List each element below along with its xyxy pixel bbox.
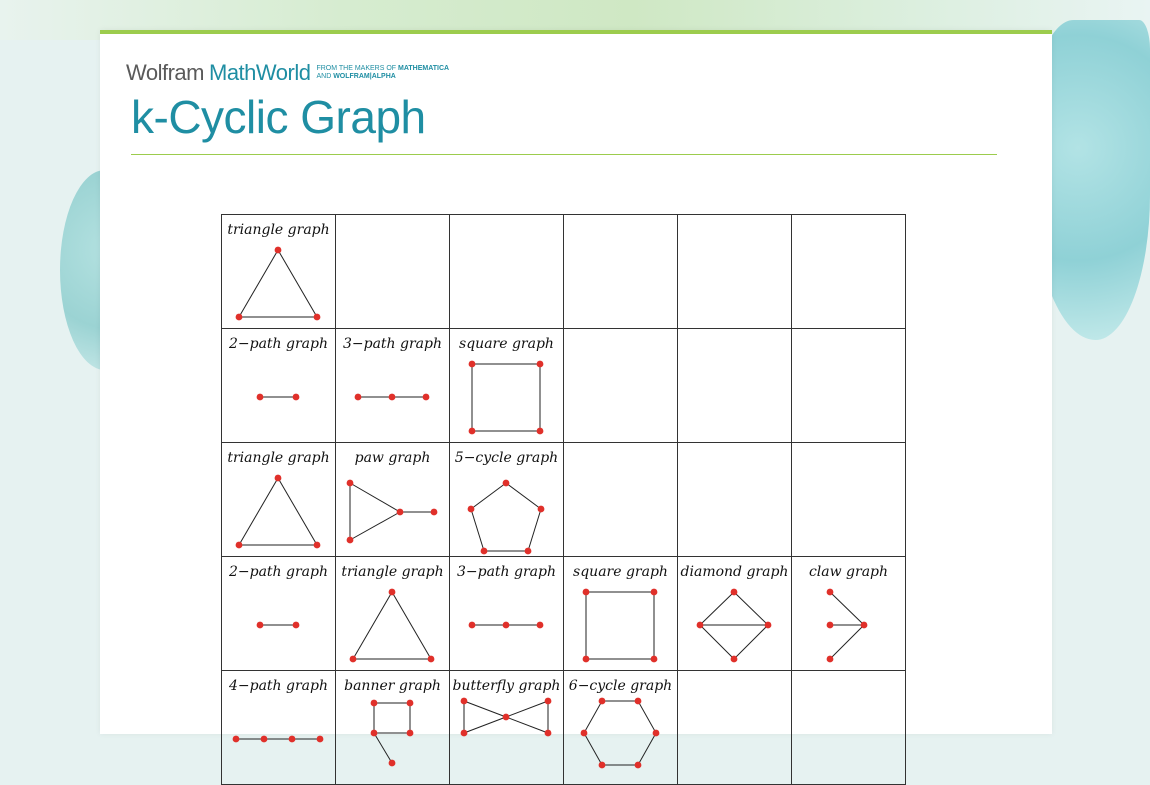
graph-vertex (635, 762, 642, 769)
graph-label: 2−path graph (228, 564, 329, 580)
graph-vertex (468, 506, 475, 513)
graph-drawing (222, 351, 335, 442)
graph-cell (678, 557, 792, 671)
graph-cell (336, 443, 450, 557)
mathworld-logo[interactable] (126, 60, 449, 86)
graph-edge (584, 733, 602, 765)
graph-label: square graph (459, 336, 554, 352)
table-row (222, 329, 906, 443)
table-row (222, 671, 906, 785)
graph-edge (506, 483, 541, 509)
graph-edge (353, 592, 392, 659)
graph-cell (222, 557, 336, 671)
graph-vertex (583, 656, 590, 663)
logo-wolfram-text: Wolfram (126, 60, 204, 85)
graph-vertex (428, 656, 435, 663)
graph-label: triangle graph (227, 222, 330, 238)
graph-label: 3−path graph (342, 336, 443, 352)
tagline-prefix-2: AND (316, 73, 334, 80)
graph-vertex (503, 714, 510, 721)
graph-vertex (407, 700, 414, 707)
graph-vertex (545, 730, 552, 737)
graph-edge (471, 509, 484, 551)
graph-vertex (581, 730, 588, 737)
graph-drawing (222, 693, 335, 784)
graph-vertex (314, 314, 321, 321)
graph-vertex (599, 762, 606, 769)
graph-vertex (827, 656, 834, 663)
graph-vertex (537, 361, 544, 368)
graph-vertex (537, 622, 544, 629)
graph-edge (734, 592, 768, 625)
graph-edge (506, 701, 548, 717)
graph-label: butterfly graph (452, 678, 561, 694)
graph-vertex (431, 509, 438, 516)
graph-drawing (792, 579, 905, 670)
empty-cell (792, 215, 906, 329)
graph-vertex (481, 548, 488, 555)
graph-cell (564, 671, 678, 785)
graph-cell (564, 557, 678, 671)
graph-vertex (293, 394, 300, 401)
graph-vertex (469, 361, 476, 368)
graph-cell (222, 329, 336, 443)
k-cyclic-graph-table (221, 214, 906, 785)
empty-cell (564, 443, 678, 557)
graph-cell (450, 443, 564, 557)
graph-vertex (469, 428, 476, 435)
graph-vertex (697, 622, 704, 629)
graph-edge (239, 250, 278, 317)
empty-cell (678, 443, 792, 557)
graph-label: 5−cycle graph (454, 450, 559, 466)
graph-vertex (635, 698, 642, 705)
graph-edge (700, 625, 734, 659)
graph-edge (830, 592, 864, 625)
tagline-prefix-1: FROM THE MAKERS OF (316, 65, 399, 72)
graph-edge (464, 717, 506, 733)
graph-vertex (827, 622, 834, 629)
graph-cell (222, 215, 336, 329)
graph-vertex (461, 730, 468, 737)
graph-drawing (222, 237, 335, 328)
graph-cell (336, 671, 450, 785)
graph-drawing (336, 465, 449, 556)
graph-vertex (731, 589, 738, 596)
graph-vertex (233, 736, 240, 743)
graph-cell (792, 557, 906, 671)
graph-vertex (371, 730, 378, 737)
graph-edge (374, 733, 392, 763)
page-title: k-Cyclic Graph (131, 91, 426, 143)
graph-vertex (545, 698, 552, 705)
empty-cell (336, 215, 450, 329)
graph-drawing (450, 579, 563, 670)
graph-vertex (236, 314, 243, 321)
graph-edge (830, 625, 864, 659)
graph-label: triangle graph (341, 564, 444, 580)
graph-vertex (257, 394, 264, 401)
graph-drawing (336, 351, 449, 442)
empty-cell (450, 215, 564, 329)
tagline-bold-1: MATHEMATICA (398, 65, 450, 72)
graph-vertex (599, 698, 606, 705)
empty-cell (792, 443, 906, 557)
graph-label: triangle graph (227, 450, 330, 466)
graph-vertex (765, 622, 772, 629)
graph-vertex (731, 656, 738, 663)
graph-vertex (861, 622, 868, 629)
graph-drawing (336, 693, 449, 784)
empty-cell (564, 215, 678, 329)
graph-vertex (407, 730, 414, 737)
graph-vertex (347, 537, 354, 544)
graph-edge (239, 478, 278, 545)
graph-vertex (389, 394, 396, 401)
graph-vertex (397, 509, 404, 516)
graph-edge (734, 625, 768, 659)
graph-label: claw graph (808, 564, 889, 580)
graph-edge (278, 478, 317, 545)
graph-vertex (314, 542, 321, 549)
graph-edge (506, 717, 548, 733)
graph-edge (638, 701, 656, 733)
graph-label: square graph (573, 564, 668, 580)
graph-vertex (525, 548, 532, 555)
table-row (222, 443, 906, 557)
tagline-bold-2: WOLFRAM|ALPHA (333, 73, 396, 80)
graph-vertex (347, 480, 354, 487)
graph-drawing (564, 693, 677, 784)
graph-vertex (236, 542, 243, 549)
title-divider (131, 154, 997, 155)
graph-vertex (371, 700, 378, 707)
empty-cell (792, 329, 906, 443)
graph-drawing (222, 465, 335, 556)
empty-cell (564, 329, 678, 443)
logo-mathworld-text: MathWorld (209, 60, 311, 85)
graph-edge (638, 733, 656, 765)
graph-vertex (469, 622, 476, 629)
graph-edge (528, 509, 541, 551)
graph-vertex (350, 656, 357, 663)
graph-vertex (275, 247, 282, 254)
graph-edge (471, 483, 506, 509)
graph-vertex (355, 394, 362, 401)
graph-label: 4−path graph (228, 678, 329, 694)
graph-vertex (503, 622, 510, 629)
empty-cell (678, 329, 792, 443)
graph-vertex (827, 589, 834, 596)
graph-edge (392, 592, 431, 659)
graph-vertex (289, 736, 296, 743)
graph-vertex (503, 480, 510, 487)
graph-vertex (261, 736, 268, 743)
graph-vertex (537, 428, 544, 435)
graph-drawing (336, 579, 449, 670)
graph-drawing (450, 693, 563, 784)
graph-vertex (538, 506, 545, 513)
graph-label: diamond graph (680, 564, 789, 580)
graph-cell (336, 557, 450, 671)
graph-vertex (461, 698, 468, 705)
graph-cell (336, 329, 450, 443)
graph-drawing (564, 579, 677, 670)
logo-tagline (316, 65, 449, 81)
graph-edge (584, 701, 602, 733)
graph-cell (222, 671, 336, 785)
graph-vertex (651, 589, 658, 596)
graph-cell (222, 443, 336, 557)
graph-vertex (317, 736, 324, 743)
empty-cell (792, 671, 906, 785)
graph-cell (450, 329, 564, 443)
graph-edge (464, 701, 506, 717)
graph-vertex (275, 475, 282, 482)
graph-vertex (257, 622, 264, 629)
graph-vertex (389, 760, 396, 767)
graph-drawing (450, 351, 563, 442)
graph-edge (350, 483, 400, 512)
table-row (222, 215, 906, 329)
graph-drawing (678, 579, 791, 670)
empty-cell (678, 215, 792, 329)
page-content (100, 30, 1052, 734)
graph-label: 6−cycle graph (568, 678, 673, 694)
table-row (222, 557, 906, 671)
empty-cell (678, 671, 792, 785)
graph-vertex (583, 589, 590, 596)
graph-edge (350, 512, 400, 540)
graph-label: 3−path graph (456, 564, 557, 580)
graph-edge (700, 592, 734, 625)
graph-edge (278, 250, 317, 317)
graph-vertex (293, 622, 300, 629)
graph-cell (450, 557, 564, 671)
graph-vertex (651, 656, 658, 663)
graph-label: paw graph (354, 450, 431, 466)
graph-vertex (423, 394, 430, 401)
graph-cell (450, 671, 564, 785)
graph-label: 2−path graph (228, 336, 329, 352)
graph-vertex (653, 730, 660, 737)
graph-label: banner graph (344, 678, 441, 694)
graph-vertex (389, 589, 396, 596)
graph-drawing (450, 465, 563, 556)
graph-drawing (222, 579, 335, 670)
